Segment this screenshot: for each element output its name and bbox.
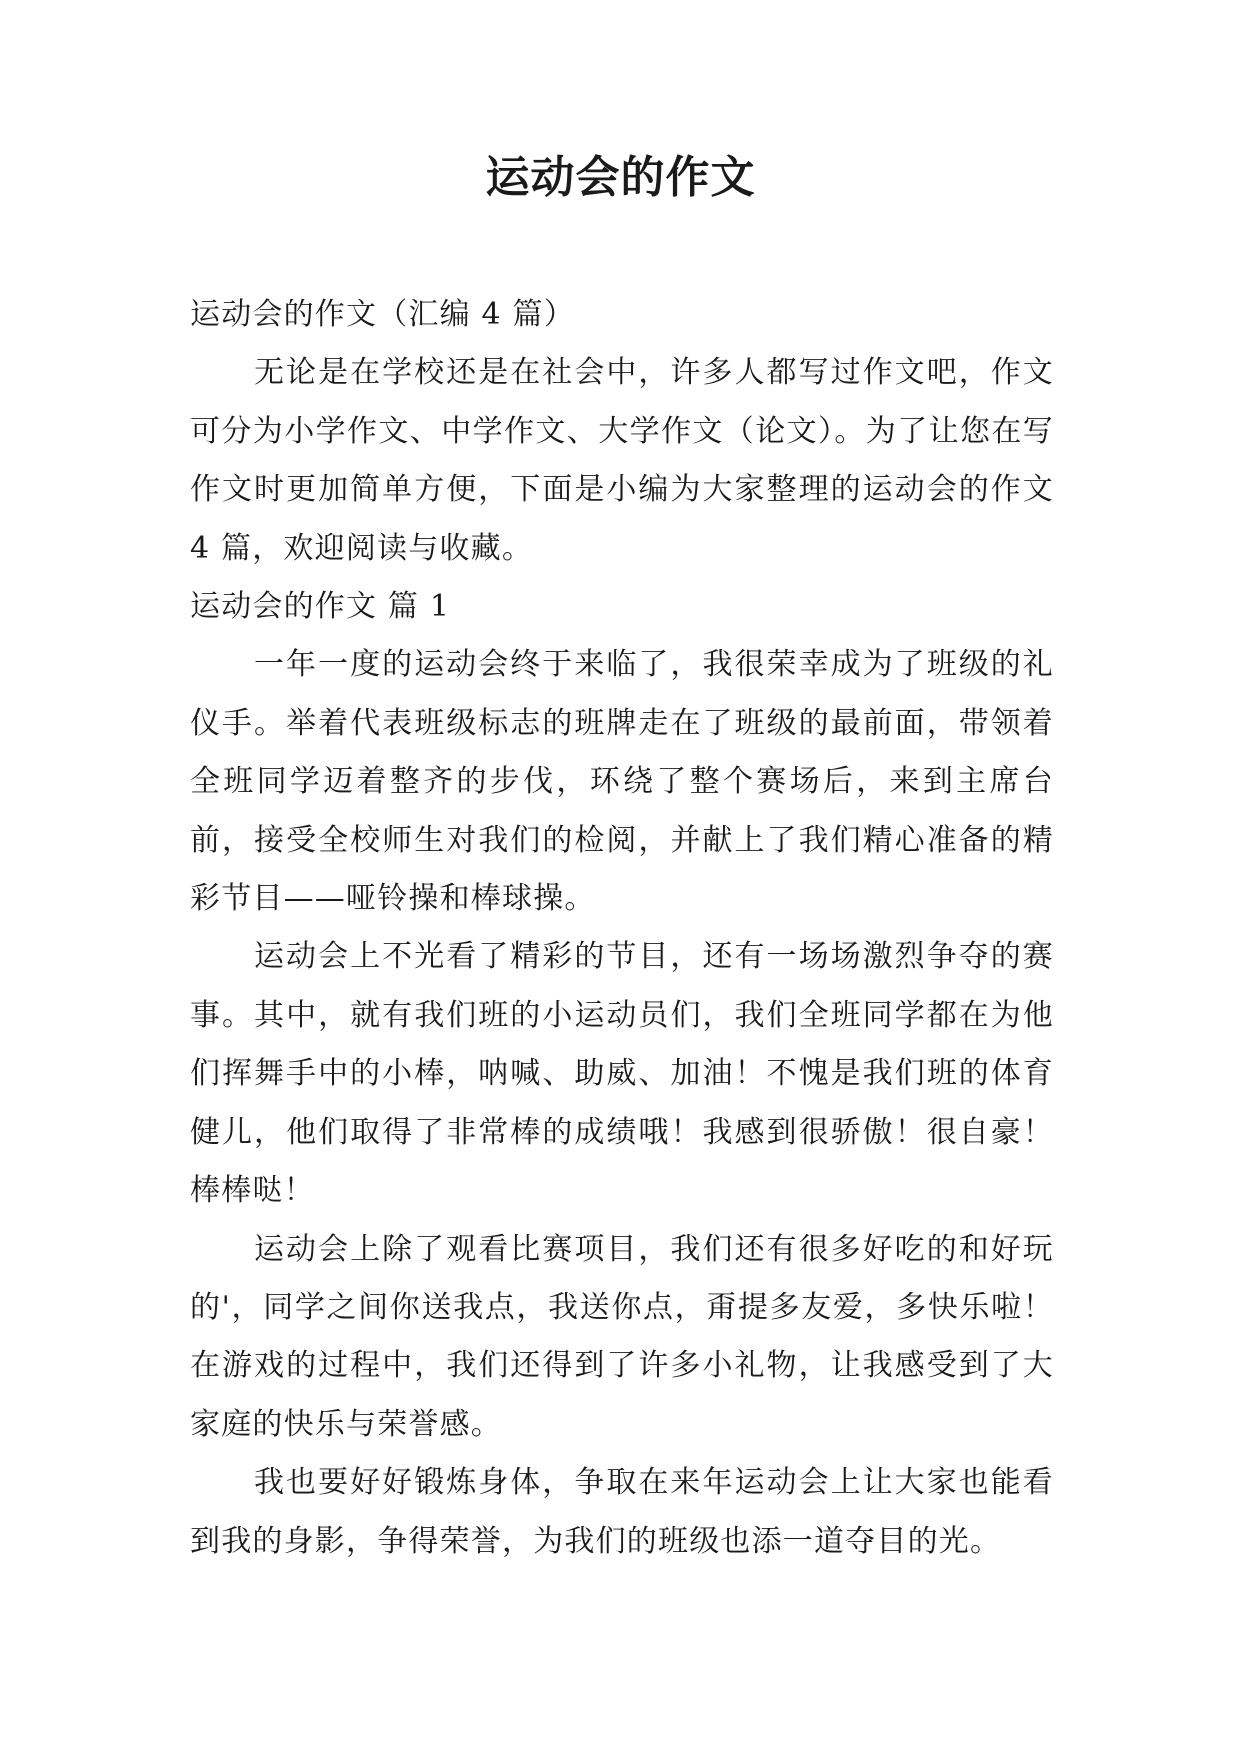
- document-body: [190, 286, 1054, 1571]
- body-paragraph-1: 一年一度的运动会终于来临了，我很荣幸成为了班级的礼仪手。举着代表班级标志的班牌走在了班级的最前面，带领着全班同学迈着整齐的步伐，环绕了整个赛场后，来到主席台前，接受全校师生对我们的检阅，并献上了我们精心准备的精彩节目——哑铃操和棒球操。: [190, 647, 1054, 917]
- body-paragraph-3: 运动会上除了观看比赛项目，我们还有很多好吃的和好玩的'，同学之间你送我点，我送你点，甭提多友爱，多快乐啦！在游戏的过程中，我们还得到了许多小礼物，让我感受到了大家庭的快乐与荣誉感。: [190, 1231, 1054, 1442]
- intro-paragraph: 无论是在学校还是在社会中，许多人都写过作文吧，作文可分为小学作文、中学作文、大学作文（论文）。为了让您在写作文时更加简单方便，下面是小编为大家整理的运动会的作文 4 篇，欢迎阅读与收藏。: [190, 355, 1054, 566]
- body-paragraph-4: 我也要好好锻炼身体，争取在来年运动会上让大家也能看到我的身影，争得荣誉，为我们的班级也添一道夺目的光。: [190, 1465, 1054, 1559]
- collection-subtitle: 运动会的作文（汇编 4 篇）: [190, 297, 575, 332]
- section-heading: 运动会的作文 篇 1: [190, 589, 451, 625]
- body-paragraph-2: 运动会上不光看了精彩的节目，还有一场场激烈争夺的赛事。其中，就有我们班的小运动员们，我们全班同学都在为他们挥舞手中的小棒，呐喊、助威、加油！不愧是我们班的体育健儿，他们取得了非常棒的成绩哦！我感到很骄傲！很自豪！棒棒哒！: [190, 939, 1054, 1209]
- document-title: 运动会的作文: [485, 152, 756, 203]
